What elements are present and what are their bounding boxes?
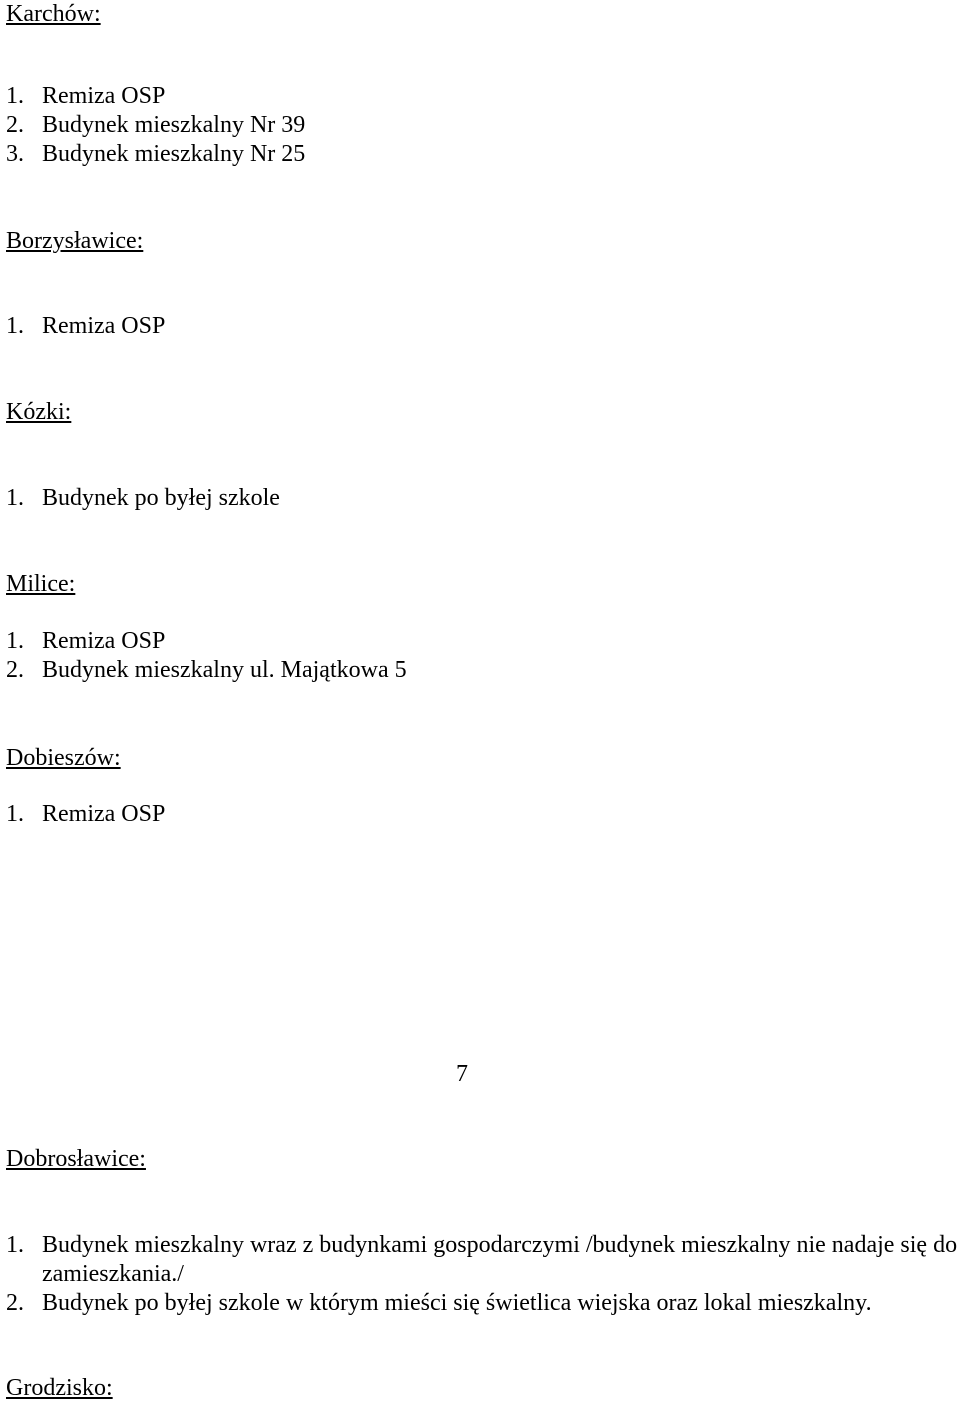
list-item: 1. Remiza OSP	[6, 313, 166, 339]
section-heading-dobroslawice: Dobrosławice:	[6, 1146, 146, 1172]
list-item: 1. Budynek mieszkalny wraz z budynkami gospodarczymi /budynek mieszkalny nie nadaje się do zamieszkania./	[6, 1232, 958, 1287]
list-borzyslawice	[6, 312, 165, 341]
list-item: 1. Remiza OSP	[6, 801, 166, 827]
section-heading-kozki: Kózki:	[6, 399, 72, 425]
section-heading-dobieszow: Dobieszów:	[6, 745, 121, 771]
list-karchow	[6, 82, 305, 169]
list-item: 2. Budynek mieszkalny ul. Majątkowa 5	[6, 657, 407, 683]
section-heading-karchow: Karchów:	[6, 1, 101, 27]
list-item: 1. Remiza OSP	[6, 83, 166, 109]
list-item: 2. Budynek mieszkalny Nr 39	[6, 112, 306, 138]
section-heading-milice: Milice:	[6, 571, 76, 597]
list-dobieszow	[6, 800, 165, 829]
list-item: 3. Budynek mieszkalny Nr 25	[6, 141, 306, 167]
list-item: 1. Budynek po byłej szkole	[6, 485, 280, 511]
section-heading-grodzisko: Grodzisko:	[6, 1375, 113, 1401]
list-kozki	[6, 484, 280, 513]
list-item: 1. Remiza OSP	[6, 628, 166, 654]
section-heading-borzyslawice: Borzysławice:	[6, 228, 144, 254]
page-number: 7	[456, 1061, 468, 1087]
list-milice	[6, 627, 407, 685]
list-dobroslawice	[6, 1231, 960, 1318]
list-item: 2. Budynek po byłej szkole w którym mieści się świetlica wiejska oraz lokal mieszkalny.	[6, 1290, 872, 1316]
